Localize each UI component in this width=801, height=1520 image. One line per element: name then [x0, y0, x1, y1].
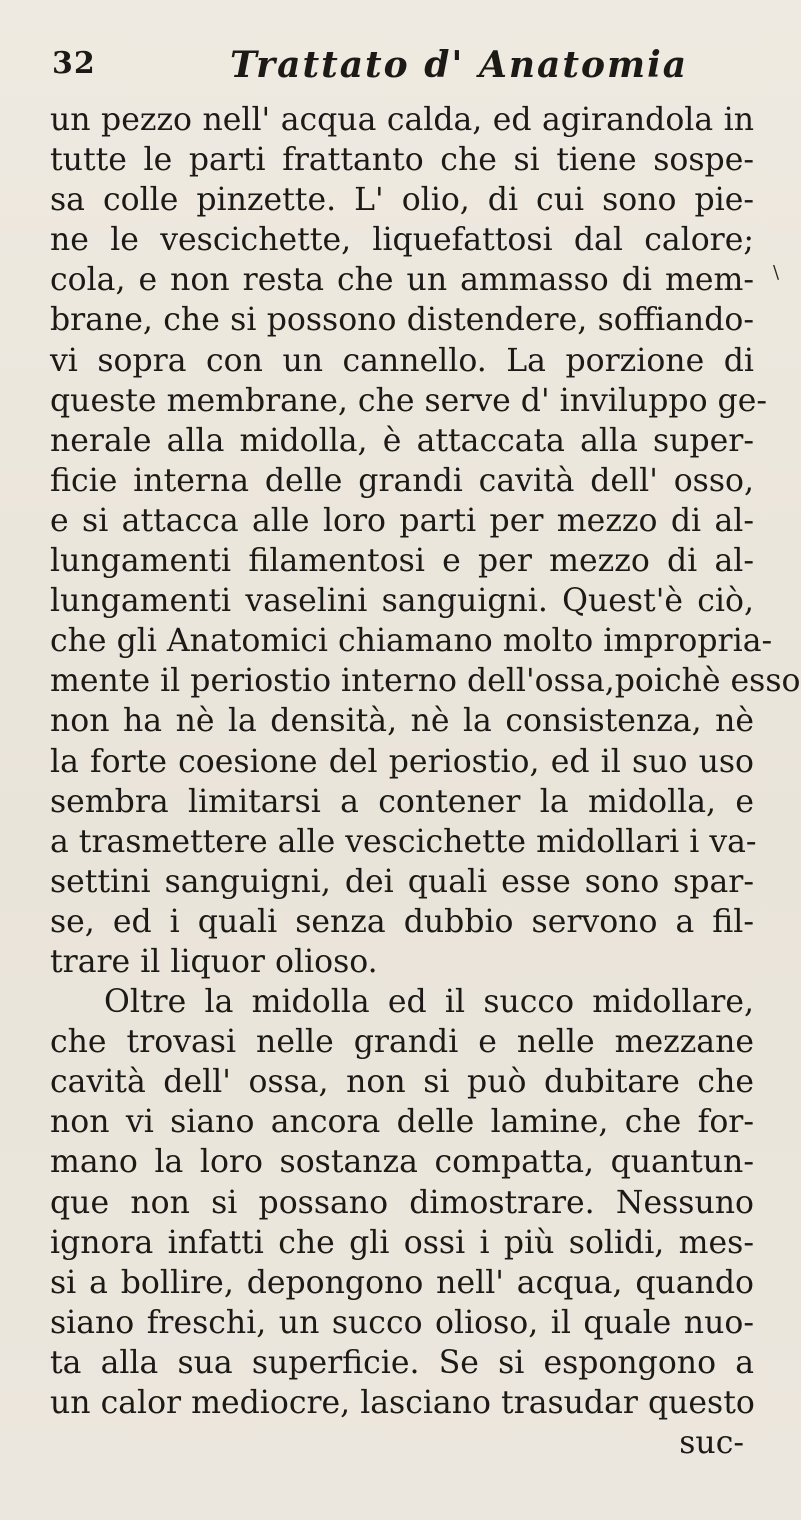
body-text [50, 100, 801, 1463]
running-title: Trattato d' Anatomia [230, 44, 689, 86]
text-line: vi sopra con un cannello. La porzione di [50, 342, 754, 379]
stray-mark: \ [773, 262, 780, 283]
text-line: tutte le parti frattanto che si tiene sospe- [50, 142, 754, 179]
text-line: che gli Anatomici chiamano molto impropria- [50, 623, 773, 660]
text-line: trare il liquor olioso. [50, 943, 378, 980]
text-line: se, ed i quali senza dubbio servono a fil- [50, 903, 754, 940]
catchword-line [50, 1423, 754, 1463]
text-line: sembra limitarsi a contener la midolla, e [50, 783, 754, 820]
text-line: ne le vescichette, liquefattosi dal calore; [50, 222, 754, 259]
text-line: non ha nè la densità, nè la consistenza, nè [50, 703, 754, 740]
text-line: sa colle pinzette. L' olio, di cui sono pie- [50, 182, 754, 219]
text-line: Oltre la midolla ed il succo midollare, [104, 984, 754, 1021]
text-line: non vi siano ancora delle lamine, che for- [50, 1104, 754, 1141]
text-line: che trovasi nelle grandi e nelle mezzane [50, 1024, 754, 1061]
text-line: lungamenti filamentosi e per mezzo di al- [50, 543, 754, 580]
text-line: si a bollire, depongono nell' acqua, quando [50, 1264, 754, 1301]
text-line: ficie interna delle grandi cavità dell' osso, [50, 462, 754, 499]
text-line: settini sanguigni, dei quali esse sono spar- [50, 863, 754, 900]
text-line: mano la loro sostanza compatta, quantun- [50, 1144, 754, 1181]
text-line: un pezzo nell' acqua calda, ed agirandola in [50, 102, 754, 138]
text-line: lungamenti vaselini sanguigni. Quest'è ciò, [50, 583, 754, 620]
text-line: nerale alla midolla, è attaccata alla super- [50, 422, 754, 459]
text-line: cola, e non resta che un ammasso di mem- [50, 262, 754, 299]
text-line: la forte coesione del periostio, ed il suo uso [50, 743, 754, 780]
catchword: suc- [679, 1425, 744, 1462]
text-line: que non si possano dimostrare. Nessuno [50, 1184, 754, 1221]
text-line: siano freschi, un succo olioso, il quale nuo- [50, 1304, 754, 1341]
page-header [52, 44, 752, 92]
text-line: cavità dell' ossa, non si può dubitare che [50, 1064, 754, 1101]
text-line: a trasmettere alle vescichette midollari i va- [50, 823, 757, 860]
text-line: mente il periostio interno dell'ossa,poichè esso [50, 663, 801, 700]
text-line: ignora infatti che gli ossi i più solidi, mes- [50, 1224, 754, 1261]
text-line: queste membrane, che serve d' inviluppo ge- [50, 382, 767, 419]
page-number: 32 [52, 46, 96, 81]
text-line: un calor mediocre, lasciano trasudar questo [50, 1385, 755, 1421]
text-line: brane, che si possono distendere, soffiando- [50, 302, 754, 339]
text-line: e si attacca alle loro parti per mezzo di al- [50, 502, 754, 539]
text-line: ta alla sua superficie. Se si espongono a [50, 1344, 754, 1381]
